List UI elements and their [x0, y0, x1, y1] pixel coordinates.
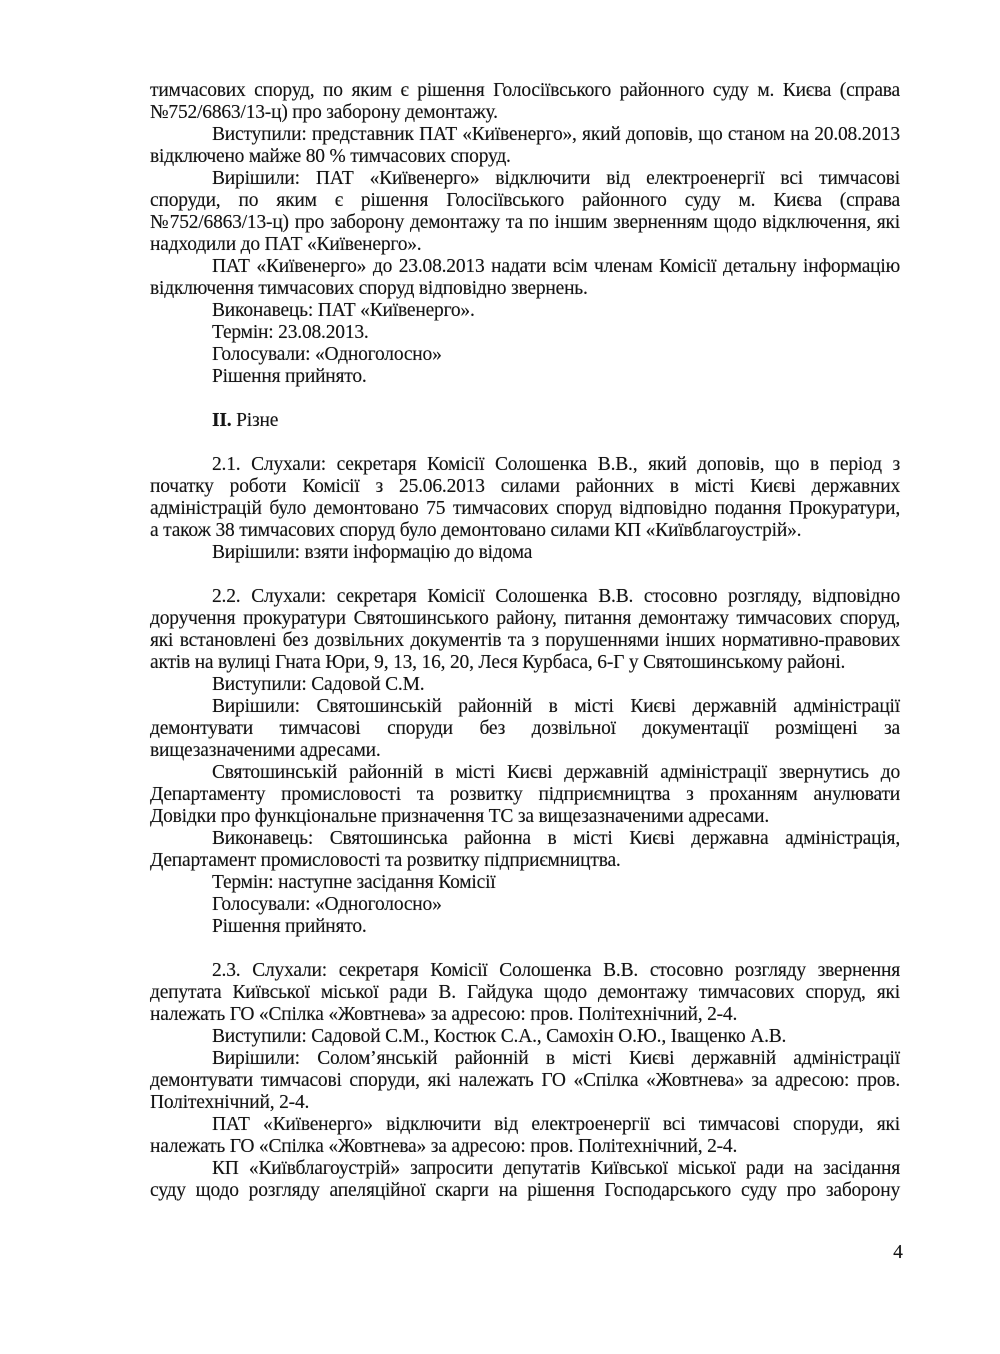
text-line: споруди, по яким є рішення Голосіївського районного суду м. Києва (справа [150, 190, 900, 211]
text-line: КП «Київблагоустрій» запросити депутатів Київської міської ради на засідання [212, 1158, 900, 1179]
text-line: Вирішили: ПАТ «Київенерго» відключити від електроенергії всі тимчасові [212, 168, 900, 189]
text-line: Голосували: «Одноголосно» [212, 894, 442, 915]
text-line: адміністрацій було демонтовано 75 тимчасових споруд відповідно подання Прокуратури, [150, 498, 900, 519]
text-line: демонтувати тимчасові споруди без дозвільної документації розміщені за [150, 718, 900, 739]
text-line: початку роботи Комісії з 25.06.2013 силами районних в місті Києві державних [150, 476, 900, 497]
text-line: Департамент промисловості та розвитку підприємництва. [150, 850, 621, 871]
text-line: демонтувати тимчасові споруди, які належать ГО «Спілка «Жовтнева» за адресою: пров. [150, 1070, 900, 1091]
text-line: ПАТ «Київенерго» відключити від електроенергії всі тимчасові споруди, які [212, 1114, 900, 1135]
text-line: відключено майже 80 % тимчасових споруд. [150, 146, 511, 167]
text-line: Департаменту промисловості та розвитку підприємництва з проханням анулювати [150, 784, 900, 805]
text-line: Святошинській районній в місті Києві державній адміністрації звернутись до [212, 762, 900, 783]
blank-line [150, 938, 900, 960]
document-body [150, 80, 900, 1202]
text-line: надходили до ПАТ «Київенерго». [150, 234, 422, 255]
text-line: Рішення прийнято. [212, 366, 367, 387]
text-line: Вирішили: Святошинській районній в місті Києві державній адміністрації [212, 696, 900, 717]
text-line: Вирішили: Солом’янській районній в місті Києві державній адміністрації [212, 1048, 900, 1069]
text-line: Політехнічний, 2-4. [150, 1092, 310, 1113]
text-line: які встановлені без дозвільних документів та з порушеннями інших нормативно-правових [150, 630, 900, 651]
text-line: а також 38 тимчасових споруд було демонтовано силами КП «Київблагоустрій». [150, 520, 802, 541]
text-line: Термін: 23.08.2013. [212, 322, 369, 343]
text-line: тимчасових споруд, по яким є рішення Голосіївського районного суду м. Києва (справа [150, 80, 900, 101]
text-line: Довідки про функціональне призначення ТС за вищезазначеними адресами. [150, 806, 770, 827]
text-line: 2.3. Слухали: секретаря Комісії Солошенка В.В. стосовно розгляду звернення [212, 960, 900, 981]
text-line: Термін: наступне засідання Комісії [212, 872, 496, 893]
text-line: Рішення прийнято. [212, 916, 367, 937]
text-line: 2.2. Слухали: секретаря Комісії Солошенка В.В. стосовно розгляду, відповідно [212, 586, 900, 607]
text-line: Виступили: Садовой С.М., Костюк С.А., Самохін О.Ю., Іващенко А.В. [212, 1026, 787, 1047]
text-line: №752/6863/13-ц) про заборону демонтажу. [150, 102, 498, 123]
text-line: Вирішили: взяти інформацію до відома [212, 542, 533, 563]
text-line: Виступили: представник ПАТ «Київенерго», який доповів, що станом на 20.08.2013 [212, 124, 900, 145]
blank-line [150, 564, 900, 586]
text-line: ПАТ «Київенерго» до 23.08.2013 надати всім членам Комісії детальну інформацію [212, 256, 900, 277]
text-line: належать ГО «Спілка «Жовтнева» за адресою: пров. Політехнічний, 2-4. [150, 1004, 738, 1025]
page-number: 4 [893, 1242, 903, 1263]
text-line: вищезазначеними адресами. [150, 740, 381, 761]
text-line: суду щодо розгляду апеляційної скарги на рішення Господарського суду про заборону [150, 1180, 900, 1201]
text-line: доручення прокуратури Святошинського району, питання демонтажу тимчасових споруд, [150, 608, 900, 629]
text-line: Виконавець: ПАТ «Київенерго». [212, 300, 475, 321]
text-line: №752/6863/13-ц) про заборону демонтажу та по іншим зверненням щодо відключення, які [150, 212, 900, 233]
text-line: актів на вулиці Гната Юри, 9, 13, 16, 20, Леся Курбаса, 6-Г у Святошинському районі. [150, 652, 846, 673]
text-line: 2.1. Слухали: секретаря Комісії Солошенка В.В., який доповів, що в період з [212, 454, 900, 475]
blank-line [150, 388, 900, 410]
section-heading: II. Різне [212, 410, 279, 431]
blank-line [150, 432, 900, 454]
section-number: II. [212, 410, 232, 431]
text-line: Виконавець: Святошинська районна в місті Києві державна адміністрація, [212, 828, 900, 849]
text-line: належать ГО «Спілка «Жовтнева» за адресою: пров. Політехнічний, 2-4. [150, 1136, 738, 1157]
text-line: Виступили: Садовой С.М. [212, 674, 425, 695]
text-line: Голосували: «Одноголосно» [212, 344, 442, 365]
text-line: відключення тимчасових споруд відповідно звернень. [150, 278, 588, 299]
text-line: депутата Київської міської ради В. Гайдука щодо демонтажу тимчасових споруд, які [150, 982, 900, 1003]
